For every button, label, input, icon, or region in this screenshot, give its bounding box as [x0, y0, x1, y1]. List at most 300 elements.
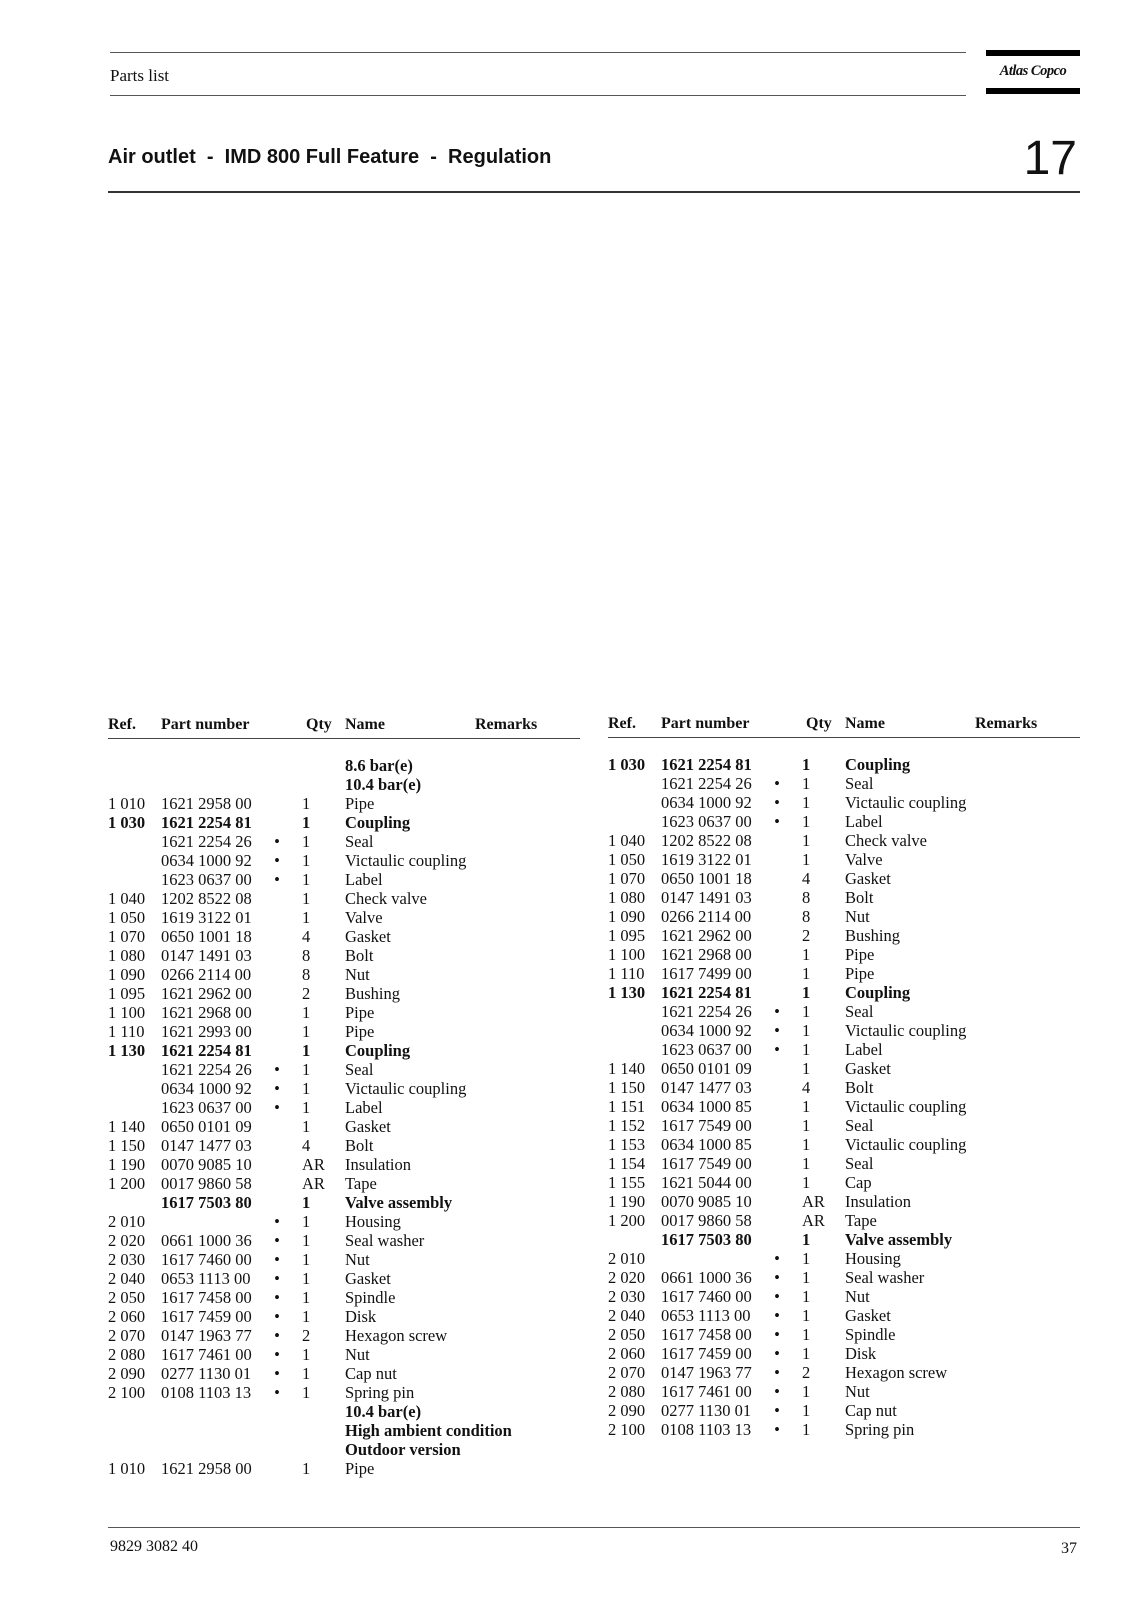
ref-cell: 2 050: [108, 1288, 146, 1307]
part-number-cell: 0634 1000 92: [161, 851, 252, 870]
qty-cell: 1: [802, 1116, 811, 1135]
qty-cell: 1: [302, 1022, 311, 1041]
part-number-cell: 1621 2254 81: [161, 1041, 252, 1060]
ref-cell: 2 060: [608, 1344, 646, 1363]
header-name: Name: [345, 716, 385, 733]
part-number-cell: 1621 2254 26: [161, 1060, 252, 1079]
qty-cell: 2: [802, 1363, 811, 1382]
ref-cell: 1 130: [608, 983, 646, 1002]
name-cell: Housing: [345, 1212, 401, 1231]
qty-cell: 4: [802, 869, 811, 888]
ref-cell: 2 020: [108, 1231, 146, 1250]
ref-cell: 2 020: [608, 1268, 646, 1287]
part-number-cell: 0070 9085 10: [661, 1192, 752, 1211]
qty-cell: 1: [302, 1364, 311, 1383]
qty-cell: 4: [302, 927, 311, 946]
bullet-marker: •: [774, 1040, 780, 1059]
name-cell: Pipe: [345, 1003, 375, 1022]
ref-cell: 2 070: [108, 1326, 146, 1345]
bullet-marker: •: [774, 1021, 780, 1040]
qty-cell: 1: [802, 831, 811, 850]
name-cell: Nut: [345, 965, 370, 984]
part-number-cell: 0266 2114 00: [661, 907, 752, 926]
ref-cell: 1 154: [608, 1154, 646, 1173]
ref-cell: 1 140: [108, 1117, 146, 1136]
part-number-cell: 1617 7458 00: [161, 1288, 252, 1307]
title-rule: [108, 191, 1080, 193]
part-number-cell: 0266 2114 00: [161, 965, 252, 984]
qty-cell: 1: [302, 813, 311, 832]
header-remarks: Remarks: [975, 715, 1038, 732]
qty-cell: 2: [802, 926, 811, 945]
qty-cell: 1: [802, 850, 811, 869]
part-number-cell: 0017 9860 58: [661, 1211, 752, 1230]
bullet-marker: •: [274, 1383, 280, 1402]
qty-cell: 1: [802, 1040, 811, 1059]
header-remarks: Remarks: [475, 716, 538, 733]
bullet-marker: •: [774, 1268, 780, 1287]
ref-cell: 1 050: [108, 908, 146, 927]
part-number-cell: 1621 2254 26: [661, 774, 752, 793]
header-top-rule: [110, 52, 966, 53]
part-number-cell: 1621 2993 00: [161, 1022, 252, 1041]
name-cell: Disk: [345, 1307, 377, 1326]
ref-cell: 2 090: [608, 1401, 646, 1420]
qty-cell: 4: [802, 1078, 811, 1097]
ref-cell: 1 090: [108, 965, 146, 984]
name-cell: Hexagon screw: [345, 1326, 448, 1345]
part-number-cell: 0147 1491 03: [661, 888, 752, 907]
ref-cell: 1 155: [608, 1173, 646, 1192]
part-number-cell: 1617 7549 00: [661, 1116, 752, 1135]
name-cell: Nut: [845, 1382, 870, 1401]
name-cell: Seal: [845, 1116, 874, 1135]
name-cell: Insulation: [845, 1192, 911, 1211]
ref-cell: 1 190: [108, 1155, 146, 1174]
qty-cell: 1: [302, 1459, 311, 1478]
bullet-marker: •: [274, 1269, 280, 1288]
name-cell: Valve: [345, 908, 383, 927]
ref-cell: 2 010: [108, 1212, 146, 1231]
bullet-marker: •: [774, 1002, 780, 1021]
name-cell: Bolt: [845, 1078, 874, 1097]
name-cell: Gasket: [845, 869, 891, 888]
bullet-marker: •: [274, 1288, 280, 1307]
qty-cell: 1: [302, 870, 311, 889]
name-cell: Bushing: [845, 926, 901, 945]
header-qty: Qty: [306, 716, 332, 733]
ref-cell: 1 151: [608, 1097, 646, 1116]
bullet-marker: •: [274, 1212, 280, 1231]
ref-cell: 2 050: [608, 1325, 646, 1344]
qty-cell: 1: [302, 1269, 311, 1288]
part-number-cell: 1202 8522 08: [161, 889, 252, 908]
ref-cell: 1 100: [608, 945, 646, 964]
ref-cell: 2 100: [108, 1383, 146, 1402]
bullet-marker: •: [274, 1231, 280, 1250]
name-cell: Coupling: [845, 983, 911, 1002]
name-cell: Spring pin: [845, 1420, 915, 1439]
ref-cell: 1 070: [608, 869, 646, 888]
bullet-marker: •: [774, 1363, 780, 1382]
part-number-cell: 1619 3122 01: [161, 908, 252, 927]
qty-cell: 8: [802, 907, 811, 926]
qty-cell: 1: [802, 1059, 811, 1078]
name-cell: Seal: [845, 1002, 874, 1021]
part-number-cell: 1623 0637 00: [661, 812, 752, 831]
name-cell: Label: [345, 1098, 383, 1117]
qty-cell: 1: [302, 1345, 311, 1364]
name-cell: Valve: [845, 850, 883, 869]
ref-cell: 1 110: [608, 964, 645, 983]
part-number-cell: 1621 2962 00: [161, 984, 252, 1003]
qty-cell: 8: [802, 888, 811, 907]
bullet-marker: •: [774, 1287, 780, 1306]
ref-cell: 1 200: [608, 1211, 646, 1230]
name-cell: Victaulic coupling: [845, 1135, 967, 1154]
part-number-cell: 0017 9860 58: [161, 1174, 252, 1193]
ref-cell: 1 190: [608, 1192, 646, 1211]
document-number: 9829 3082 40: [110, 1538, 198, 1555]
part-number-cell: 0147 1963 77: [161, 1326, 252, 1345]
bullet-marker: •: [774, 1325, 780, 1344]
ref-cell: 2 080: [608, 1382, 646, 1401]
qty-cell: 1: [802, 812, 811, 831]
qty-cell: 1: [802, 1002, 811, 1021]
name-cell: Gasket: [845, 1059, 891, 1078]
name-cell: Coupling: [845, 755, 911, 774]
part-number-cell: 1621 2962 00: [661, 926, 752, 945]
qty-cell: 1: [802, 1097, 811, 1116]
part-number-cell: 0634 1000 85: [661, 1135, 752, 1154]
qty-cell: 1: [302, 1079, 311, 1098]
name-cell: Valve assembly: [845, 1230, 953, 1249]
qty-cell: 1: [802, 1344, 811, 1363]
bullet-marker: •: [774, 1382, 780, 1401]
chapter-number: 17: [1023, 132, 1077, 185]
name-cell: 10.4 bar(e): [345, 1402, 422, 1421]
bullet-marker: •: [774, 793, 780, 812]
ref-cell: 1 150: [108, 1136, 146, 1155]
name-cell: Victaulic coupling: [845, 1021, 967, 1040]
qty-cell: 1: [802, 964, 811, 983]
qty-cell: 1: [302, 1383, 311, 1402]
part-number-cell: 1623 0637 00: [161, 870, 252, 889]
qty-cell: 1: [802, 1306, 811, 1325]
ref-cell: 2 090: [108, 1364, 146, 1383]
qty-cell: AR: [802, 1192, 825, 1211]
header-name: Name: [845, 715, 885, 732]
bullet-marker: •: [774, 1420, 780, 1439]
bullet-marker: •: [274, 832, 280, 851]
name-cell: Bolt: [345, 1136, 374, 1155]
qty-cell: 1: [802, 1325, 811, 1344]
part-number-cell: 0634 1000 92: [661, 1021, 752, 1040]
ref-cell: 2 080: [108, 1345, 146, 1364]
ref-cell: 1 080: [608, 888, 646, 907]
part-number-cell: 1621 2254 26: [161, 832, 252, 851]
qty-cell: 1: [302, 908, 311, 927]
ref-cell: 1 200: [108, 1174, 146, 1193]
bullet-marker: •: [774, 1344, 780, 1363]
section-label: Parts list: [110, 66, 170, 85]
part-number-cell: 1623 0637 00: [161, 1098, 252, 1117]
name-cell: Spring pin: [345, 1383, 415, 1402]
name-cell: Pipe: [345, 1459, 375, 1478]
part-number-cell: 1617 7461 00: [661, 1382, 752, 1401]
ref-cell: 1 070: [108, 927, 146, 946]
ref-cell: 1 080: [108, 946, 146, 965]
part-number-cell: 0147 1491 03: [161, 946, 252, 965]
qty-cell: 1: [302, 1212, 311, 1231]
qty-cell: 1: [802, 1382, 811, 1401]
qty-cell: 8: [302, 946, 311, 965]
qty-cell: 1: [802, 1401, 811, 1420]
name-cell: Label: [345, 870, 383, 889]
name-cell: Seal: [845, 774, 874, 793]
qty-cell: 1: [802, 1230, 811, 1249]
part-number-cell: 0147 1477 03: [661, 1078, 752, 1097]
name-cell: Nut: [345, 1250, 370, 1269]
qty-cell: 1: [302, 851, 311, 870]
name-cell: Seal: [845, 1154, 874, 1173]
name-cell: Cap nut: [345, 1364, 397, 1383]
header-part-number: Part number: [161, 716, 250, 733]
name-cell: Nut: [845, 907, 870, 926]
name-cell: Nut: [345, 1345, 370, 1364]
name-cell: Tape: [345, 1174, 377, 1193]
qty-cell: 1: [302, 832, 311, 851]
ref-cell: 1 040: [108, 889, 146, 908]
name-cell: Valve assembly: [345, 1193, 453, 1212]
part-number-cell: 0147 1963 77: [661, 1363, 752, 1382]
qty-cell: 1: [802, 945, 811, 964]
part-number-cell: 0070 9085 10: [161, 1155, 252, 1174]
qty-cell: AR: [302, 1174, 325, 1193]
bullet-marker: •: [274, 1079, 280, 1098]
name-cell: Bushing: [345, 984, 401, 1003]
part-number-cell: 1621 2958 00: [161, 794, 252, 813]
name-cell: Bolt: [345, 946, 374, 965]
ref-cell: 2 100: [608, 1420, 646, 1439]
name-cell: Seal: [345, 832, 374, 851]
part-number-cell: 1617 7460 00: [661, 1287, 752, 1306]
part-number-cell: 1617 7460 00: [161, 1250, 252, 1269]
qty-cell: 4: [302, 1136, 311, 1155]
part-number-cell: 0277 1130 01: [661, 1401, 752, 1420]
part-number-cell: 1621 2254 81: [661, 755, 752, 774]
ref-cell: 1 153: [608, 1135, 646, 1154]
qty-cell: 1: [802, 1420, 811, 1439]
header-bottom-rule: [110, 95, 966, 96]
qty-cell: 2: [302, 1326, 311, 1345]
qty-cell: 2: [302, 984, 311, 1003]
name-cell: Gasket: [345, 1269, 391, 1288]
qty-cell: 1: [802, 1249, 811, 1268]
name-cell: Cap nut: [845, 1401, 897, 1420]
ref-cell: 1 140: [608, 1059, 646, 1078]
bullet-marker: •: [274, 1345, 280, 1364]
ref-cell: 1 010: [108, 1459, 146, 1478]
name-cell: Pipe: [345, 794, 375, 813]
name-cell: Pipe: [345, 1022, 375, 1041]
name-cell: High ambient condition: [345, 1421, 512, 1440]
part-number-cell: 0108 1103 13: [161, 1383, 252, 1402]
ref-cell: 1 130: [108, 1041, 146, 1060]
qty-cell: 1: [302, 1041, 311, 1060]
part-number-cell: 0650 1001 18: [661, 869, 752, 888]
ref-cell: 1 095: [108, 984, 146, 1003]
ref-cell: 1 050: [608, 850, 646, 869]
ref-cell: 1 010: [108, 794, 146, 813]
qty-cell: 1: [802, 1268, 811, 1287]
name-cell: Label: [845, 812, 883, 831]
part-number-cell: 1617 7499 00: [661, 964, 752, 983]
part-number-cell: 1621 2254 26: [661, 1002, 752, 1021]
qty-cell: 1: [802, 1287, 811, 1306]
qty-cell: 1: [802, 1173, 811, 1192]
ref-cell: 1 030: [608, 755, 646, 774]
part-number-cell: 1202 8522 08: [661, 831, 752, 850]
bullet-marker: •: [774, 1249, 780, 1268]
qty-cell: 1: [302, 1231, 311, 1250]
ref-cell: 2 030: [108, 1250, 146, 1269]
part-number-cell: 1621 2968 00: [161, 1003, 252, 1022]
qty-cell: 1: [302, 1193, 311, 1212]
qty-cell: 1: [302, 1003, 311, 1022]
ref-cell: 2 040: [108, 1269, 146, 1288]
bullet-marker: •: [774, 1401, 780, 1420]
part-number-cell: 0634 1000 92: [161, 1079, 252, 1098]
bullet-marker: •: [774, 812, 780, 831]
part-number-cell: 1623 0637 00: [661, 1040, 752, 1059]
header-ref: Ref.: [608, 715, 636, 732]
part-number-cell: 1617 7461 00: [161, 1345, 252, 1364]
part-number-cell: 0634 1000 85: [661, 1097, 752, 1116]
part-number-cell: 1621 2968 00: [661, 945, 752, 964]
qty-cell: 1: [302, 1250, 311, 1269]
name-cell: Coupling: [345, 1041, 411, 1060]
part-number-cell: 0661 1000 36: [661, 1268, 752, 1287]
ref-cell: 2 010: [608, 1249, 646, 1268]
part-number-cell: 1619 3122 01: [661, 850, 752, 869]
part-number-cell: 1621 5044 00: [661, 1173, 752, 1192]
ref-cell: 2 070: [608, 1363, 646, 1382]
part-number-cell: 0653 1113 00: [161, 1269, 251, 1288]
bullet-marker: •: [274, 1250, 280, 1269]
qty-cell: 1: [802, 774, 811, 793]
header-qty: Qty: [806, 715, 832, 732]
name-cell: Hexagon screw: [845, 1363, 948, 1382]
name-cell: Coupling: [345, 813, 411, 832]
name-cell: Check valve: [345, 889, 428, 908]
table-header: [608, 711, 1080, 738]
part-number-cell: 1617 7459 00: [161, 1307, 252, 1326]
qty-cell: 8: [302, 965, 311, 984]
name-cell: Victaulic coupling: [345, 851, 467, 870]
name-cell: Gasket: [345, 1117, 391, 1136]
qty-cell: 1: [302, 1288, 311, 1307]
bullet-marker: •: [774, 774, 780, 793]
part-number-cell: 1617 7549 00: [661, 1154, 752, 1173]
name-cell: Spindle: [345, 1288, 396, 1307]
bullet-marker: •: [274, 870, 280, 889]
qty-cell: 1: [802, 983, 811, 1002]
qty-cell: 1: [802, 755, 811, 774]
qty-cell: 1: [802, 1021, 811, 1040]
bullet-marker: •: [774, 1306, 780, 1325]
name-cell: Gasket: [845, 1306, 891, 1325]
qty-cell: 1: [802, 1154, 811, 1173]
name-cell: Pipe: [845, 964, 875, 983]
qty-cell: 1: [302, 1098, 311, 1117]
qty-cell: 1: [302, 889, 311, 908]
qty-cell: 1: [802, 793, 811, 812]
name-cell: Cap: [845, 1173, 872, 1192]
logo-top-bar: [986, 50, 1080, 56]
part-number-cell: 1617 7459 00: [661, 1344, 752, 1363]
part-number-cell: 0650 0101 09: [661, 1059, 752, 1078]
qty-cell: 1: [802, 1135, 811, 1154]
name-cell: 8.6 bar(e): [345, 756, 413, 775]
name-cell: Seal: [345, 1060, 374, 1079]
name-cell: Victaulic coupling: [845, 793, 967, 812]
name-cell: Label: [845, 1040, 883, 1059]
name-cell: Check valve: [845, 831, 928, 850]
name-cell: Pipe: [845, 945, 875, 964]
ref-cell: 2 030: [608, 1287, 646, 1306]
bullet-marker: •: [274, 1326, 280, 1345]
name-cell: Outdoor version: [345, 1440, 461, 1459]
name-cell: Nut: [845, 1287, 870, 1306]
part-number-cell: 1621 2958 00: [161, 1459, 252, 1478]
logo-text: Atlas Copco: [999, 63, 1067, 79]
bullet-marker: •: [274, 1364, 280, 1383]
atlas-copco-logo: [986, 50, 1080, 94]
part-number-cell: 1617 7503 80: [661, 1230, 752, 1249]
name-cell: Spindle: [845, 1325, 896, 1344]
bullet-marker: •: [274, 1060, 280, 1079]
name-cell: Insulation: [345, 1155, 411, 1174]
part-number-cell: 0661 1000 36: [161, 1231, 252, 1250]
qty-cell: AR: [302, 1155, 325, 1174]
header-part-number: Part number: [661, 715, 750, 732]
part-number-cell: 0634 1000 92: [661, 793, 752, 812]
header-ref: Ref.: [108, 716, 136, 733]
part-number-cell: 1621 2254 81: [661, 983, 752, 1002]
ref-cell: 1 095: [608, 926, 646, 945]
name-cell: Victaulic coupling: [845, 1097, 967, 1116]
name-cell: Housing: [845, 1249, 901, 1268]
name-cell: 10.4 bar(e): [345, 775, 422, 794]
part-number-cell: 1617 7503 80: [161, 1193, 252, 1212]
bullet-marker: •: [274, 851, 280, 870]
part-number-cell: 0147 1477 03: [161, 1136, 252, 1155]
part-number-cell: 1621 2254 81: [161, 813, 252, 832]
part-number-cell: 0650 1001 18: [161, 927, 252, 946]
ref-cell: 1 090: [608, 907, 646, 926]
qty-cell: 1: [302, 1307, 311, 1326]
part-number-cell: 0277 1130 01: [161, 1364, 252, 1383]
name-cell: Victaulic coupling: [345, 1079, 467, 1098]
footer-rule: [108, 1527, 1080, 1528]
name-cell: Disk: [845, 1344, 877, 1363]
name-cell: Bolt: [845, 888, 874, 907]
bullet-marker: •: [274, 1307, 280, 1326]
logo-bottom-bar: [986, 88, 1080, 94]
ref-cell: 2 040: [608, 1306, 646, 1325]
qty-cell: 1: [302, 1060, 311, 1079]
